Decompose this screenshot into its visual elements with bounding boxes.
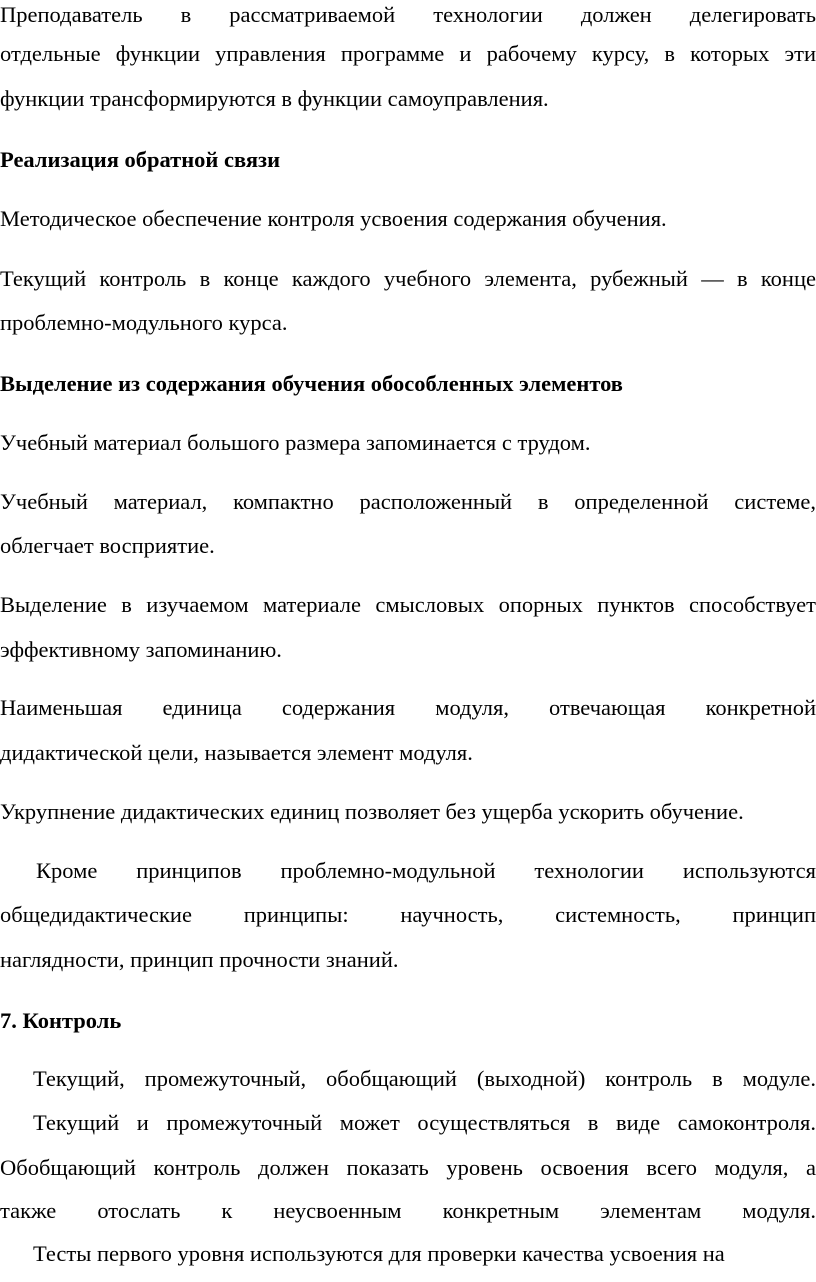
paragraph-line: Учебный материал большого размера запоминается с трудом. bbox=[0, 430, 591, 455]
paragraph-line: Преподаватель в рассматриваемой технологии должен делегировать bbox=[0, 2, 816, 27]
paragraph-line: Учебный материал, компактно расположенный в определенной системе, bbox=[0, 489, 816, 514]
paragraph-line: Текущий и промежуточный может осуществляться в виде самоконтроля. bbox=[33, 1110, 816, 1135]
paragraph-line: Выделение в изучаемом материале смысловых опорных пунктов способствует bbox=[0, 592, 816, 617]
section-heading: Реализация обратной связи bbox=[0, 147, 281, 172]
paragraph-line: общедидактические принципы: научность, системность, принцип bbox=[0, 902, 816, 927]
paragraph-line: проблемно-модульного курса. bbox=[0, 310, 288, 335]
section-heading: Выделение из содержания обучения обособленных элементов bbox=[0, 371, 623, 396]
paragraph-line: Кроме принципов проблемно-модульной технологии используются bbox=[36, 858, 816, 883]
paragraph-line: дидактической цели, называется элемент модуля. bbox=[0, 740, 473, 765]
paragraph-line: Наименьшая единица содержания модуля, отвечающая конкретной bbox=[0, 695, 816, 720]
paragraph-line: Обобщающий контроль должен показать уровень освоения всего модуля, а bbox=[0, 1155, 816, 1180]
paragraph-line: отдельные функции управления программе и рабочему курсу, в которых эти bbox=[0, 41, 816, 66]
paragraph-line: Тесты первого уровня используются для проверки качества усвоения на bbox=[33, 1241, 725, 1266]
paragraph-line: также отослать к неусвоенным конкретным элементам модуля. bbox=[0, 1198, 816, 1223]
paragraph-line: Укрупнение дидактических единиц позволяет без ущерба ускорить обучение. bbox=[0, 799, 744, 824]
paragraph-line: облегчает восприятие. bbox=[0, 533, 215, 558]
paragraph-line: наглядности, принцип прочности знаний. bbox=[0, 947, 399, 972]
section-heading: 7. Контроль bbox=[0, 1008, 122, 1033]
paragraph-line: Текущий, промежуточный, обобщающий (выходной) контроль в модуле. bbox=[33, 1066, 816, 1091]
paragraph-line: эффективному запоминанию. bbox=[0, 637, 282, 662]
paragraph-line: Текущий контроль в конце каждого учебного элемента, рубежный — в конце bbox=[0, 266, 816, 291]
paragraph-line: Методическое обеспечение контроля усвоения содержания обучения. bbox=[0, 206, 667, 231]
paragraph-line: функции трансформируются в функции самоуправления. bbox=[0, 86, 549, 111]
